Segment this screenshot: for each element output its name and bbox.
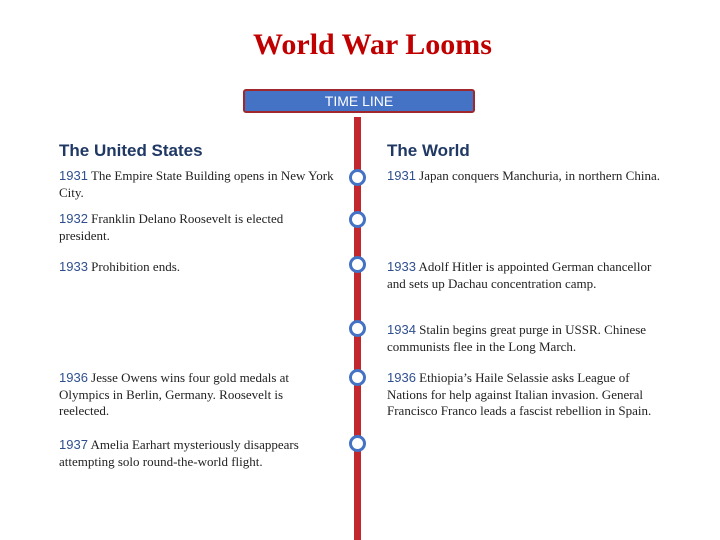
event-text: Amelia Earhart mysteriously disappears attempting solo round-the-world flight. — [59, 437, 299, 469]
event-text: Japan conquers Manchuria, in northern China. — [419, 168, 660, 183]
world-event — [387, 259, 672, 292]
event-text: Franklin Delano Roosevelt is elected president. — [59, 211, 284, 243]
page-title: World War Looms — [253, 28, 492, 61]
event-year: 1933 — [387, 259, 416, 274]
event-text: Adolf Hitler is appointed German chancellor and sets up Dachau concentration camp. — [387, 259, 652, 291]
event-year: 1933 — [59, 259, 88, 274]
us-event — [59, 211, 334, 244]
event-text: Prohibition ends. — [91, 259, 181, 274]
us-event — [59, 259, 334, 276]
timeline-node — [349, 211, 366, 228]
world-column-heading: The World — [387, 141, 470, 160]
world-event — [387, 370, 672, 420]
timeline-node — [349, 435, 366, 452]
event-year: 1934 — [387, 322, 416, 337]
us-event — [59, 168, 334, 201]
event-year: 1931 — [59, 168, 88, 183]
event-year: 1931 — [387, 168, 416, 183]
event-text: Ethiopia’s Haile Selassie asks League of Nations for help against Italian invasion. General Francisco Franco leads a fascist rebellion in Spain. — [387, 370, 652, 418]
timeline-node — [349, 320, 366, 337]
timeline-badge: TIME LINE — [243, 89, 475, 113]
event-year: 1932 — [59, 211, 88, 226]
event-text: Stalin begins great purge in USSR. Chinese communists flee in the Long March. — [387, 322, 647, 354]
event-year: 1937 — [59, 437, 88, 452]
event-year: 1936 — [59, 370, 88, 385]
timeline-node — [349, 256, 366, 273]
event-text: The Empire State Building opens in New York City. — [59, 168, 334, 200]
us-event — [59, 437, 334, 470]
world-event — [387, 322, 672, 355]
timeline-node — [349, 169, 366, 186]
us-column-heading: The United States — [59, 141, 203, 160]
timeline-node — [349, 369, 366, 386]
event-year: 1936 — [387, 370, 416, 385]
us-event — [59, 370, 334, 420]
world-event — [387, 168, 672, 185]
event-text: Jesse Owens wins four gold medals at Olympics in Berlin, Germany. Roosevelt is reelected. — [59, 370, 290, 418]
